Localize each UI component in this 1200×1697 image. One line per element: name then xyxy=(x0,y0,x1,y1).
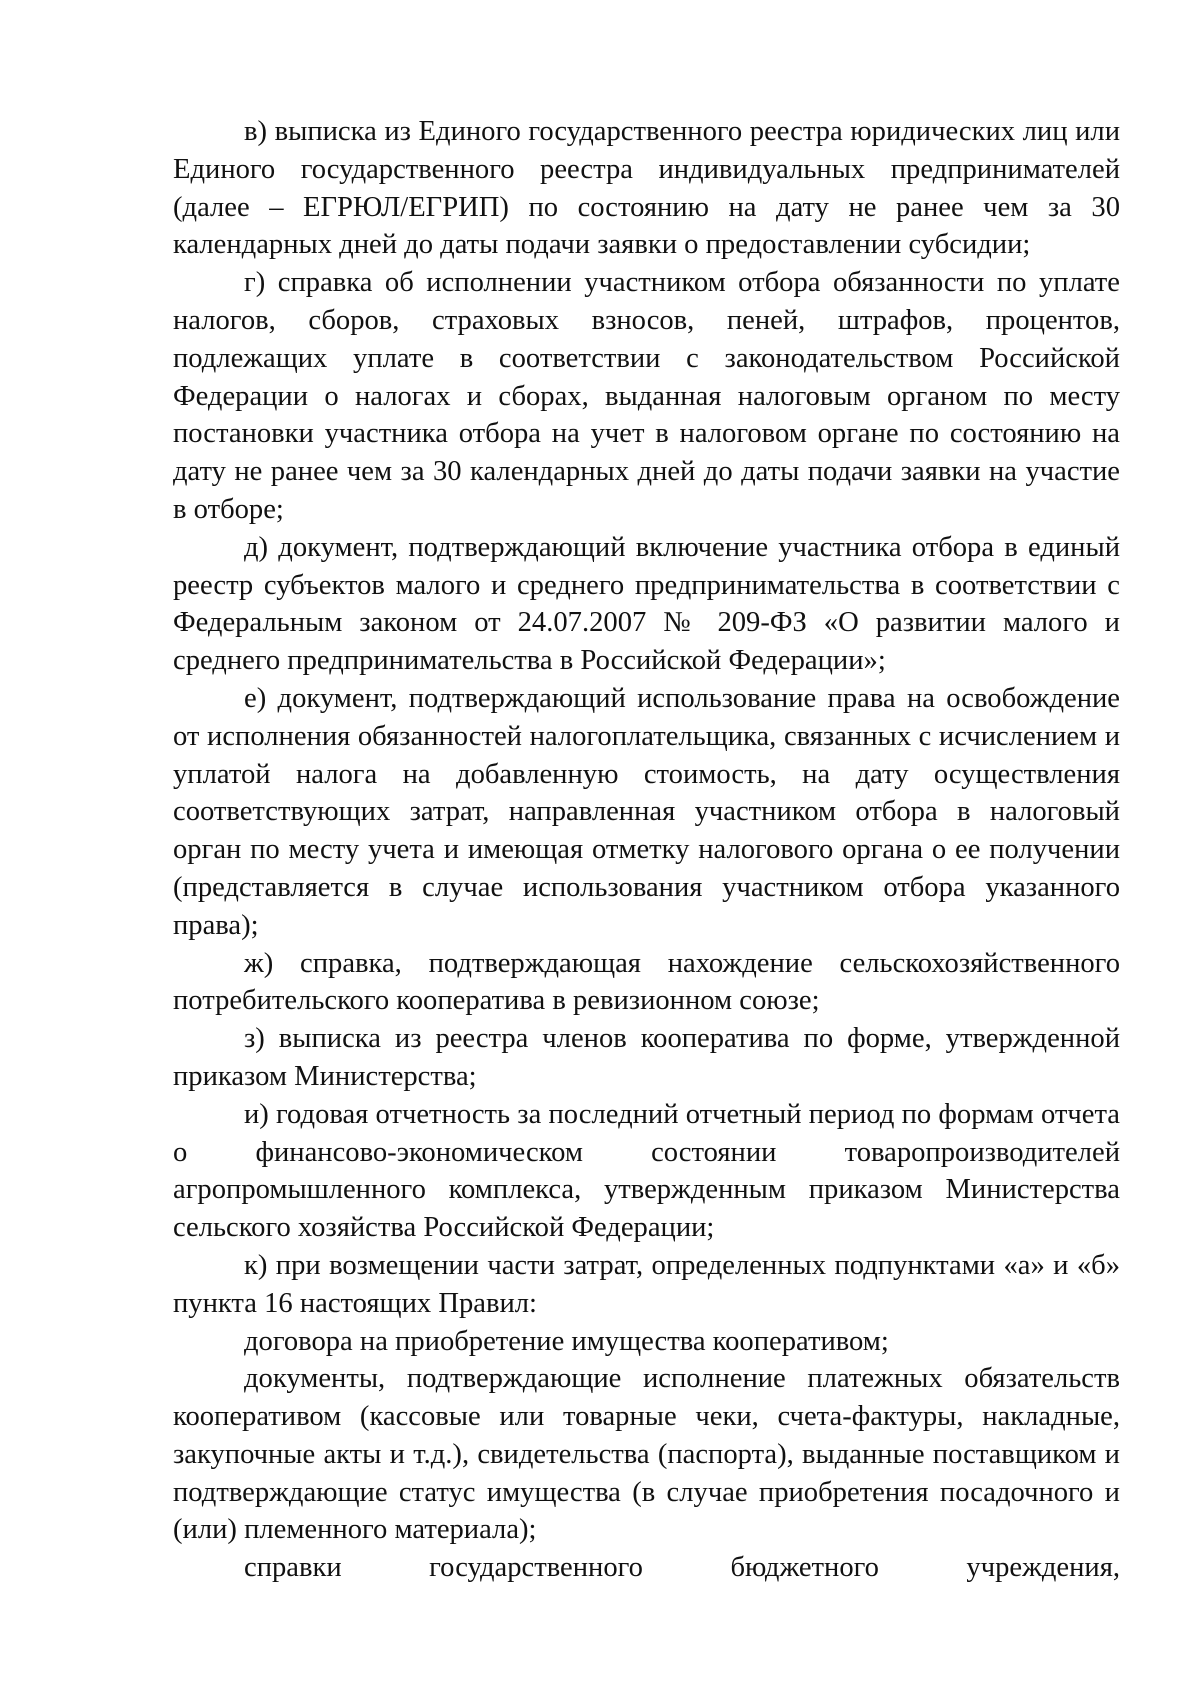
paragraph-d-sme-registry: д) документ, подтверждающий включение участника отбора в единый реестр субъектов малого и среднего предпринимательства в соответствии с Федеральным законом от 24.07.2007 № 209-ФЗ «О развитии малого и среднего предпринимательства в Российской Федерации»; xyxy=(173,531,1120,677)
document-body xyxy=(173,113,1120,1587)
paragraph-k-cost-reimbursement: к) при возмещении части затрат, определенных подпунктами «а» и «б» пункта 16 настоящих Правил: xyxy=(173,1249,1120,1319)
paragraph-g-tax-certificate: г) справка об исполнении участником отбора обязанности по уплате налогов, сборов, страховых взносов, пеней, штрафов, процентов, подлежащих уплате в соответствии с законодательством Российской Федерации о налогах и сборах, выданная налоговым органом по месту постановки участника отбора на учет в налоговом органе по состоянию на дату не ранее чем за 30 календарных дней до даты подачи заявки на участие в отборе; xyxy=(173,267,1120,525)
paragraph-v-egrul-extract: в) выписка из Единого государственного реестра юридических лиц или Единого государственного реестра индивидуальных предпринимателей (далее – ЕГРЮЛ/ЕГРИП) по состоянию на дату не ранее чем за 30 календарных дней до даты подачи заявки о предоставлении субсидии; xyxy=(173,116,1120,261)
paragraph-e-vat-exemption: е) документ, подтверждающий использование права на освобождение от исполнения обязанностей налогоплательщика, связанных с исчислением и уплатой налога на добавленную стоимость, на дату осуществления соответствующих затрат, направленная участником отбора в налоговый орган по месту учета и имеющая отметку налогового органа о ее получении (представляется в случае использования участником отбора указанного права); xyxy=(173,682,1120,941)
paragraph-payment-documents: документы, подтверждающие исполнение платежных обязательств кооперативом (кассовые или товарные чеки, счета-фактуры, накладные, закупочные акты и т.д.), свидетельства (паспорта), выданные поставщиком и подтверждающие статус имущества (в случае приобретения посадочного и (или) племенного материала); xyxy=(173,1363,1120,1546)
paragraph-z-members-registry: з) выписка из реестра членов кооператива по форме, утвержденной приказом Министерства; xyxy=(173,1023,1120,1092)
paragraph-state-institution-certificates: справки государственного бюджетного учреждения, xyxy=(244,1552,1120,1584)
paragraph-zh-audit-union: ж) справка, подтверждающая нахождение сельскохозяйственного потребительского кооператива в ревизионном союзе; xyxy=(173,947,1120,1017)
paragraph-purchase-contracts: договора на приобретение имущества кооперативом; xyxy=(244,1325,889,1357)
paragraph-i-annual-reporting: и) годовая отчетность за последний отчетный период по формам отчета о финансово-экономическом состоянии товаропроизводителей агропромышленного комплекса, утвержденным приказом Министерства сельского хозяйства Российской Федерации; xyxy=(173,1098,1120,1244)
